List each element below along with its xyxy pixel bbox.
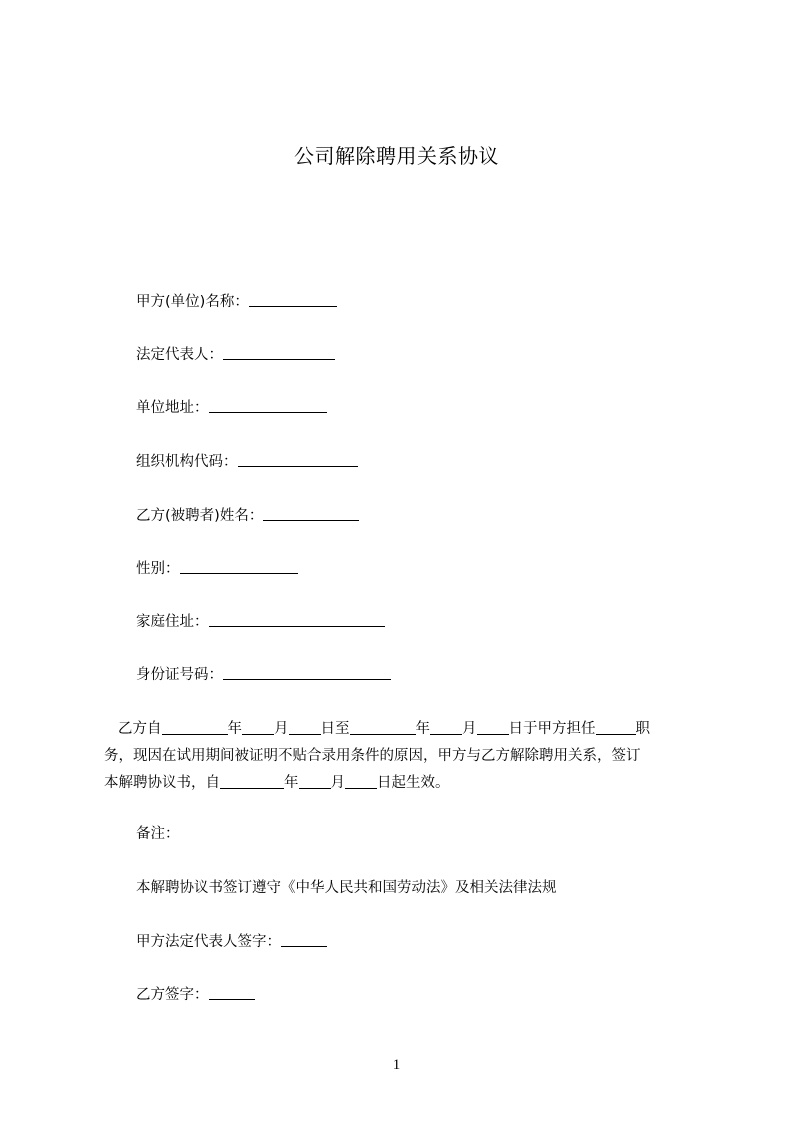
text: 乙方自 (118, 721, 162, 737)
signature-label: 乙方签字： (136, 987, 209, 1003)
field-label: 乙方(被聘者)姓名： (136, 508, 264, 524)
field-gender (136, 557, 298, 580)
fill-in-blank (345, 771, 377, 789)
field-label: 组织机构代码： (136, 454, 238, 470)
fill-in-blank (477, 717, 509, 735)
fill-in-blank (289, 717, 321, 735)
text: 日起生效。 (377, 775, 450, 791)
fill-in-blank (242, 717, 274, 735)
party-a-signature (136, 930, 327, 953)
fill-in-blank (209, 396, 327, 413)
text: 日于甲方担任 (508, 721, 596, 737)
field-label: 法定代表人： (136, 347, 223, 363)
field-label: 单位地址： (136, 400, 209, 416)
signature-blank (209, 983, 255, 1000)
fill-in-blank (350, 717, 416, 735)
text: 月 (462, 721, 477, 737)
text: 职 (635, 721, 650, 737)
fill-in-blank (249, 290, 337, 307)
field-label: 甲方(单位)名称： (136, 294, 249, 310)
document-title: 公司解除聘用关系协议 (294, 144, 499, 168)
signature-blank (281, 930, 327, 947)
fill-in-blank (223, 663, 391, 680)
field-label: 身份证号码： (136, 667, 223, 683)
fill-in-blank (162, 717, 228, 735)
fill-in-blank (263, 504, 359, 521)
fill-in-blank (596, 717, 636, 735)
field-legal-representative (136, 343, 335, 366)
agreement-paragraph (104, 716, 694, 797)
text: 月 (330, 775, 345, 791)
paragraph-line-3 (104, 770, 694, 797)
field-id-number (136, 663, 391, 686)
paragraph-line-1 (104, 716, 694, 743)
text: 年 (284, 775, 299, 791)
field-label: 家庭住址： (136, 614, 209, 630)
fill-in-blank (430, 717, 462, 735)
signature-label: 甲方法定代表人签字： (136, 934, 281, 950)
paragraph-line-2: 务，现因在试用期间被证明不贴合录用条件的原因，甲方与乙方解除聘用关系，签订 (104, 748, 641, 764)
text: 本解聘协议书，自 (104, 775, 220, 791)
fill-in-blank (180, 557, 298, 574)
text: 年 (415, 721, 430, 737)
fill-in-blank (209, 610, 385, 627)
field-organization-code (136, 450, 358, 473)
field-company-address (136, 396, 327, 419)
remarks-label: 备注： (136, 826, 180, 842)
field-home-address (136, 610, 385, 633)
text: 月 (274, 721, 289, 737)
field-label: 性别： (136, 561, 180, 577)
text: 年 (227, 721, 242, 737)
fill-in-blank (299, 771, 331, 789)
fill-in-blank (220, 771, 284, 789)
page-number: 1 (392, 1057, 401, 1073)
remarks-text: 本解聘协议书签订遵守《中华人民共和国劳动法》及相关法律法规 (136, 880, 557, 896)
party-b-signature (136, 983, 255, 1006)
field-party-b-name (136, 504, 359, 527)
fill-in-blank (223, 343, 335, 360)
field-party-a-name (136, 290, 337, 313)
fill-in-blank (238, 450, 358, 467)
text: 日至 (320, 721, 350, 737)
